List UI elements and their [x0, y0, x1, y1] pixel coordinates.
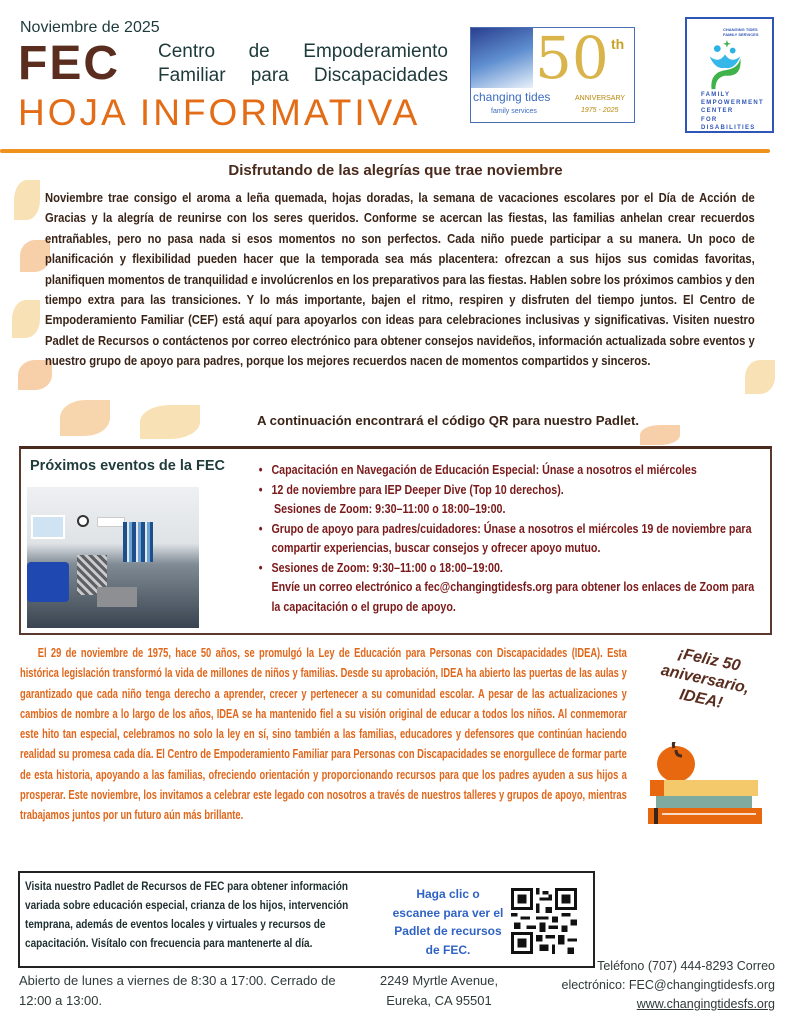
padlet-description: Visita nuestro Padlet de Recursos de FEC para obtener información variada sobre educación especial, crianza de los hijos, intervención temprana, además de eventos locales y virtuales y recursos de capacitación. Visítalo con frecuencia para mantenerte al día.	[25, 879, 349, 950]
event-item: • Sesiones de Zoom: 9:30–11:00 o 18:00–19:00.	[257, 559, 763, 579]
issue-date: Noviembre de 2025	[20, 19, 160, 36]
event-item: Envíe un correo electrónico a fec@changingtidesfs.org para obtener los enlaces de Zoom para la capacitación o el grupo de apoyo.	[271, 580, 755, 614]
fec-acronym: FEC	[18, 37, 120, 90]
people-figures-icon	[705, 39, 745, 91]
logo-name: changing tides	[473, 90, 551, 104]
leaf-icon	[14, 180, 40, 220]
changing-tides-50th-logo	[470, 27, 635, 123]
padlet-box	[18, 871, 595, 968]
padlet-link[interactable]: Haga clic o escanee para ver el Padlet de recursos de FEC.	[392, 887, 504, 957]
event-item: Sesiones de Zoom: 9:30–11:00 o 18:00–19:00.	[274, 502, 506, 516]
logo-fecd-name	[701, 91, 764, 132]
event-item: • Capacitación en Navegación de Educación Especial: Únase a nosotros el miércoles	[257, 461, 763, 481]
logo-anniversary: ANNIVERSARY	[575, 95, 626, 102]
article-title: Disfrutando de las alegrías que trae noviembre	[228, 162, 563, 179]
article-body: Noviembre trae consigo el aroma a leña quemada, hojas doradas, la semana de vacaciones escolares por el Día de Acción de Gracias y la alegría de reunirse con los seres queridos. Conforme se acercan las fiestas, las familias anhelan crear recuerdos entrañables, pero no pasa nada si esos momentos no son perfectos. Cada niño puede participar a su manera. Un poco de planificación y flexibilidad pueden hacer que la temporada sea más placentera: ofrezcan a sus hijos sus comidas favoritas, planifiquen momentos de tranquilidad e involúcrenlos en los preparativos para las fiestas. Hablen sobre los próximos cambios y den tiempo extra para las transiciones. Y lo más importante, bajen el ritmo, respiren y disfruten del tiempo juntos. El Centro de Empoderamiento Familiar (CEF) está aquí para apoyarlos con ideas para celebraciones inclusivas y significativas. Visiten nuestro Padlet de Recursos o contáctenos por correo electrónico para obtener consejos navideños, información actualizada sobre eventos y nuestro grupo de apoyo para padres, porque los mejores recuerdos nacen de momentos compartidos y sinceros.	[45, 190, 755, 369]
events-list	[257, 461, 763, 617]
center-name-line1: Centro de Empoderamiento	[158, 41, 448, 62]
logo-sub: family services	[491, 108, 537, 115]
logo-line: DISABILITIES	[701, 124, 756, 131]
events-title: Próximos eventos de la FEC	[30, 458, 226, 474]
waves-icon	[471, 28, 533, 88]
logo-line: FOR	[701, 116, 718, 123]
upcoming-events-box	[19, 446, 772, 635]
idea-anniversary-text: El 29 de noviembre de 1975, hace 50 años, se promulgó la Ley de Educación para Personas con Discapacidades (IDEA). Esta histórica legislación transformó la vida de millones de niños y familias. Desde su aprobación, IDEA ha abierto las puertas de las aulas y garantizado que cada niño tenga derecho a aprender, crecer y pertenecer a su comunidad escolar. A pesar de las actualizaciones y cambios de nombre a lo largo de los años, IDEA se ha mantenido fiel a su visión original de educar a todos los niños. Al conmemorar este hito tan especial, celebramos no solo la ley en sí, sino también a las familias, educadores y defensores que continúan haciendo realidad su promesa cada día. El Centro de Empoderamiento Familiar para Personas con Discapacidades se enorgullece de formar parte de esta historia, apoyando a las familias, ofreciendo orientación y proporcionando recursos para que los padres ayuden a sus hijos a prosperar. Este noviembre, los invitamos a celebrar este legado con nosotros a través de nuestros talleres y grupos de apoyo, mientras trabajamos juntos por un futuro aún más brillante.	[20, 646, 627, 823]
logo-line: EMPOWERMENT	[701, 100, 764, 107]
leaf-icon	[12, 300, 40, 338]
logo-th: th	[611, 36, 625, 52]
logo-fifty: 50	[535, 27, 609, 92]
center-name-line2: Familiar para Discapacidades	[158, 65, 448, 86]
address	[373, 971, 505, 1011]
logo-org: CHANGING TIDES FAMILY SERVICES	[723, 27, 759, 37]
event-item: • 12 de noviembre para IEP Deeper Dive (Top 10 derechos).	[257, 481, 763, 501]
address-line2: Eureka, CA 95501	[386, 993, 492, 1008]
logo-line: FAMILY	[701, 92, 731, 98]
contact-info	[530, 957, 775, 1014]
article-qr-note: A continuación encontrará el código QR para nuestro Padlet.	[256, 413, 639, 428]
center-room-photo	[27, 487, 199, 628]
address-line1: 2249 Myrtle Avenue,	[379, 973, 499, 988]
logo-line: CENTER	[701, 108, 734, 115]
newsletter-title: HOJA INFORMATIVA	[18, 92, 421, 133]
center-name	[158, 40, 448, 88]
idea-celebration-heading: ¡Feliz 50 aniversario, IDEA!	[659, 645, 751, 712]
website-link[interactable]: www.changingtidesfs.org	[636, 997, 775, 1011]
event-item: • Grupo de apoyo para padres/cuidadores: Únase a nosotros el miércoles 19 de noviembre para compartir experiencias, buscar consejos y ofrecer apoyo mutuo.	[257, 520, 763, 559]
office-hours: Abierto de lunes a viernes de 8:30 a 17:00. Cerrado de 12:00 a 13:00.	[19, 973, 336, 1008]
padlet-qr-code[interactable]	[511, 887, 577, 955]
apple-on-books-icon	[646, 742, 764, 824]
phone-email: Teléfono (707) 444-8293 Correo electrónico: FEC@changingtidesfs.org	[561, 959, 775, 992]
fecd-logo	[685, 17, 774, 133]
logo-years: 1975 - 2025	[581, 107, 619, 114]
header-divider	[0, 149, 770, 153]
